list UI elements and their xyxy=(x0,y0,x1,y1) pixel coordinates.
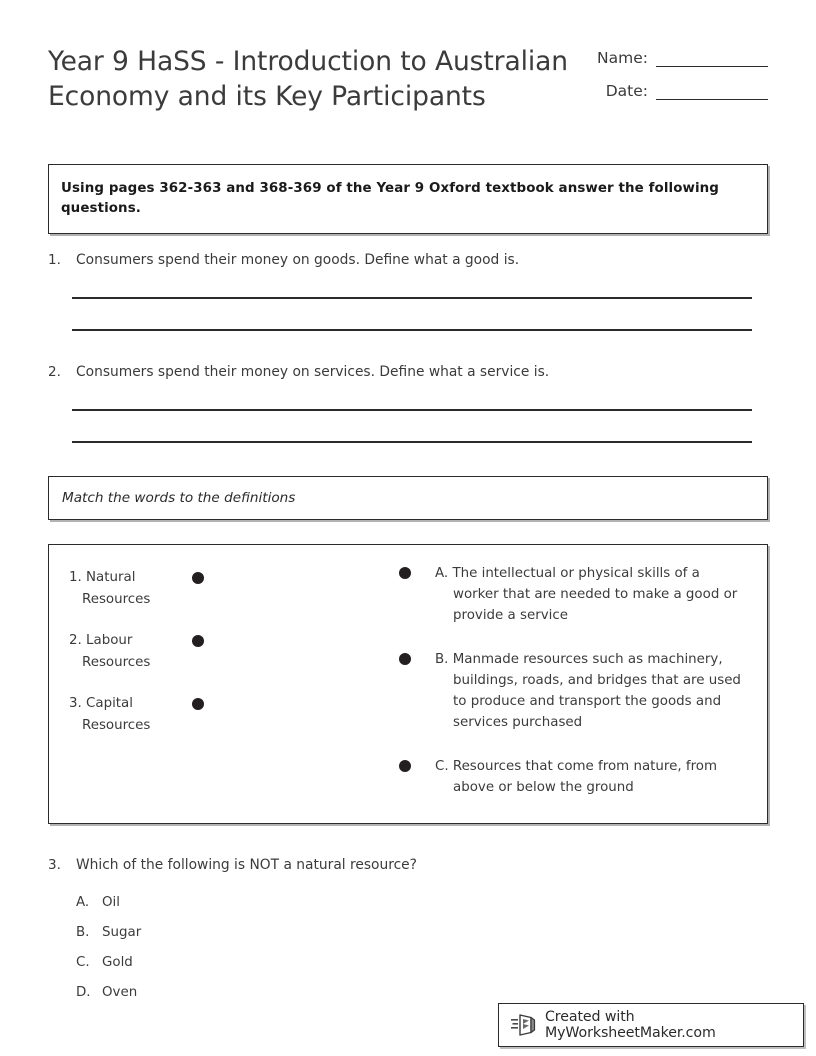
page-title: Year 9 HaSS - Introduction to Australian Economy and its Key Participants xyxy=(48,46,568,112)
mcq-option-a-letter: A. xyxy=(76,895,90,910)
name-label: Name: xyxy=(597,49,648,67)
mcq-option-a[interactable] xyxy=(76,893,476,913)
mcq-option-c-label: Gold xyxy=(102,955,133,970)
question-2-text: Consumers spend their money on services. Define what a service is. xyxy=(76,364,550,380)
name-row xyxy=(597,50,768,67)
mcq-option-a-label: Oil xyxy=(102,895,120,910)
question-1-text: Consumers spend their money on goods. Define what a good is. xyxy=(76,252,520,268)
question-2-answer-line-2[interactable] xyxy=(72,441,752,443)
matching-right-item-a[interactable] xyxy=(399,563,749,626)
matching-left-item-2[interactable] xyxy=(67,630,267,673)
question-1-answer-line-1[interactable] xyxy=(72,297,752,299)
matching-right-item-a-text: A. The intellectual or physical skills of a worker that are needed to make a good or provide a service xyxy=(435,566,738,623)
mcq-option-d[interactable] xyxy=(76,983,476,1003)
question-3-options xyxy=(76,893,476,1013)
mcq-option-b[interactable] xyxy=(76,923,476,943)
question-3-text: Which of the following is NOT a natural resource? xyxy=(76,857,417,873)
mcq-option-c[interactable] xyxy=(76,953,476,973)
mcq-option-d-letter: D. xyxy=(76,985,91,1000)
question-2-number: 2. xyxy=(48,364,61,380)
matching-left-item-1-label: 1. Natural Resources xyxy=(69,570,151,607)
matching-exercise-box xyxy=(48,544,768,824)
date-input-line[interactable] xyxy=(656,84,768,100)
mcq-option-b-letter: B. xyxy=(76,925,90,940)
matching-right-item-c[interactable] xyxy=(399,756,749,798)
question-1-number: 1. xyxy=(48,252,61,268)
matching-right-item-c-text: C. Resources that come from nature, from above or below the ground xyxy=(435,759,718,795)
date-row xyxy=(597,83,768,100)
date-label: Date: xyxy=(605,82,648,100)
matching-left-item-3[interactable] xyxy=(67,693,267,736)
mcq-option-c-letter: C. xyxy=(76,955,90,970)
matching-left-item-3-label: 3. Capital Resources xyxy=(69,696,151,733)
worksheet-maker-logo-icon xyxy=(511,1013,537,1037)
question-2-answer-line-1[interactable] xyxy=(72,409,752,411)
page-header xyxy=(48,44,768,114)
matching-right-dot-c[interactable] xyxy=(399,760,411,772)
created-with-badge-text: Created with MyWorksheetMaker.com xyxy=(545,1009,716,1041)
mcq-option-d-label: Oven xyxy=(102,985,138,1000)
matching-left-dot-3[interactable] xyxy=(192,698,204,710)
matching-right-item-b[interactable] xyxy=(399,649,749,733)
matching-right-item-b-text: B. Manmade resources such as machinery, buildings, roads, and bridges that are used to produce and transport the goods and services purchased xyxy=(435,652,741,730)
matching-right-dot-a[interactable] xyxy=(399,567,411,579)
name-input-line[interactable] xyxy=(656,51,768,67)
question-2 xyxy=(48,362,768,382)
instruction-box xyxy=(48,164,768,234)
matching-instruction-box xyxy=(48,476,768,520)
instruction-text: Using pages 362-363 and 368-369 of the Year 9 Oxford textbook answer the following questions. xyxy=(61,181,719,216)
question-3 xyxy=(48,855,768,875)
matching-left-item-2-label: 2. Labour Resources xyxy=(69,633,151,670)
question-1 xyxy=(48,250,768,270)
question-1-answer-line-2[interactable] xyxy=(72,329,752,331)
matching-left-dot-2[interactable] xyxy=(192,635,204,647)
created-with-badge[interactable] xyxy=(498,1003,804,1047)
matching-left-column xyxy=(67,567,267,736)
mcq-option-b-label: Sugar xyxy=(102,925,142,940)
question-3-number: 3. xyxy=(48,857,61,873)
matching-right-dot-b[interactable] xyxy=(399,653,411,665)
name-date-block xyxy=(597,50,768,100)
matching-right-column xyxy=(399,563,749,798)
matching-instruction-text: Match the words to the definitions xyxy=(62,490,296,506)
matching-left-dot-1[interactable] xyxy=(192,572,204,584)
matching-left-item-1[interactable] xyxy=(67,567,267,610)
